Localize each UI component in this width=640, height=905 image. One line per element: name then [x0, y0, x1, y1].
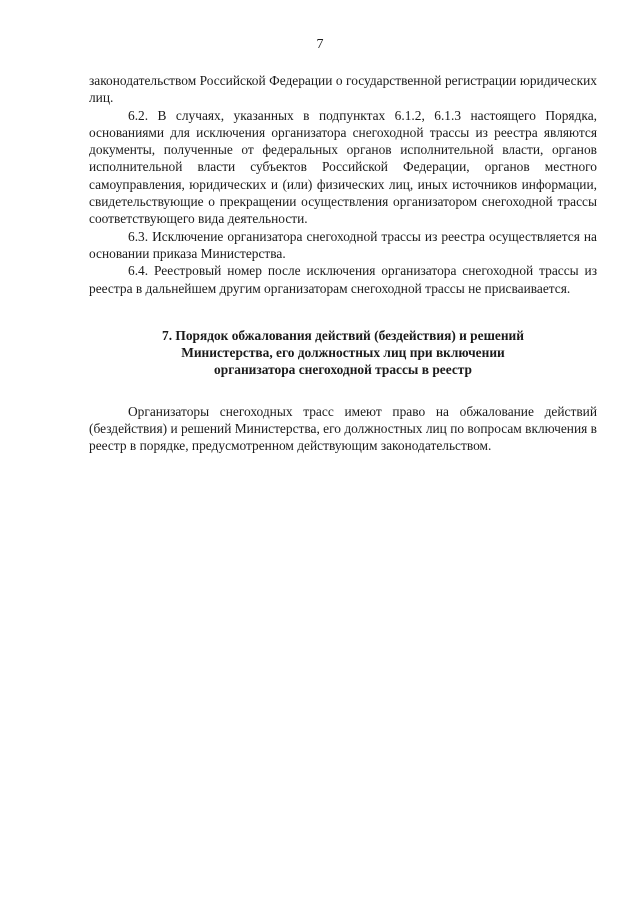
paragraph-section-7: Организаторы снегоходных трасс имеют право на обжалование действий (бездействия) и решений Министерства, его должностных лиц по вопросам включения в реестр в порядке, предусмотренном действующим законодательством. [89, 403, 597, 454]
paragraph-6-2: 6.2. В случаях, указанных в подпунктах 6.1.2, 6.1.3 настоящего Порядка, основаниями для исключения организатора снегоходной трассы из реестра являются документы, полученные от федеральных органов исполнительной власти, органов исполнительной власти субъектов Российской Федерации, органов местного самоуправления, юридических и (или) физических лиц, иных источников информации, свидетельствующие о прекращении осуществления организатором снегоходной трассы соответствующего вида деятельности. [89, 107, 597, 227]
page-number: 7 [316, 37, 324, 52]
section-title-line-1: 7. Порядок обжалования действий (бездействия) и решений [162, 327, 524, 343]
section-7-heading [89, 327, 597, 379]
paragraph-continuation: законодательством Российской Федерации о государственной регистрации юридических лиц. [89, 73, 597, 106]
section-title-line-2: Министерства, его должностных лиц при включении [181, 345, 505, 361]
paragraph-6-3: 6.3. Исключение организатора снегоходной трассы из реестра осуществляется на основании приказа Министерства. [89, 228, 597, 261]
section-title-line-3: организатора снегоходной трассы в реестр [214, 362, 472, 378]
document-body [89, 72, 597, 455]
paragraph-6-4: 6.4. Реестровый номер после исключения организатора снегоходной трассы из реестра в дальнейшем другим организаторам снегоходной трассы не присваивается. [89, 263, 597, 296]
